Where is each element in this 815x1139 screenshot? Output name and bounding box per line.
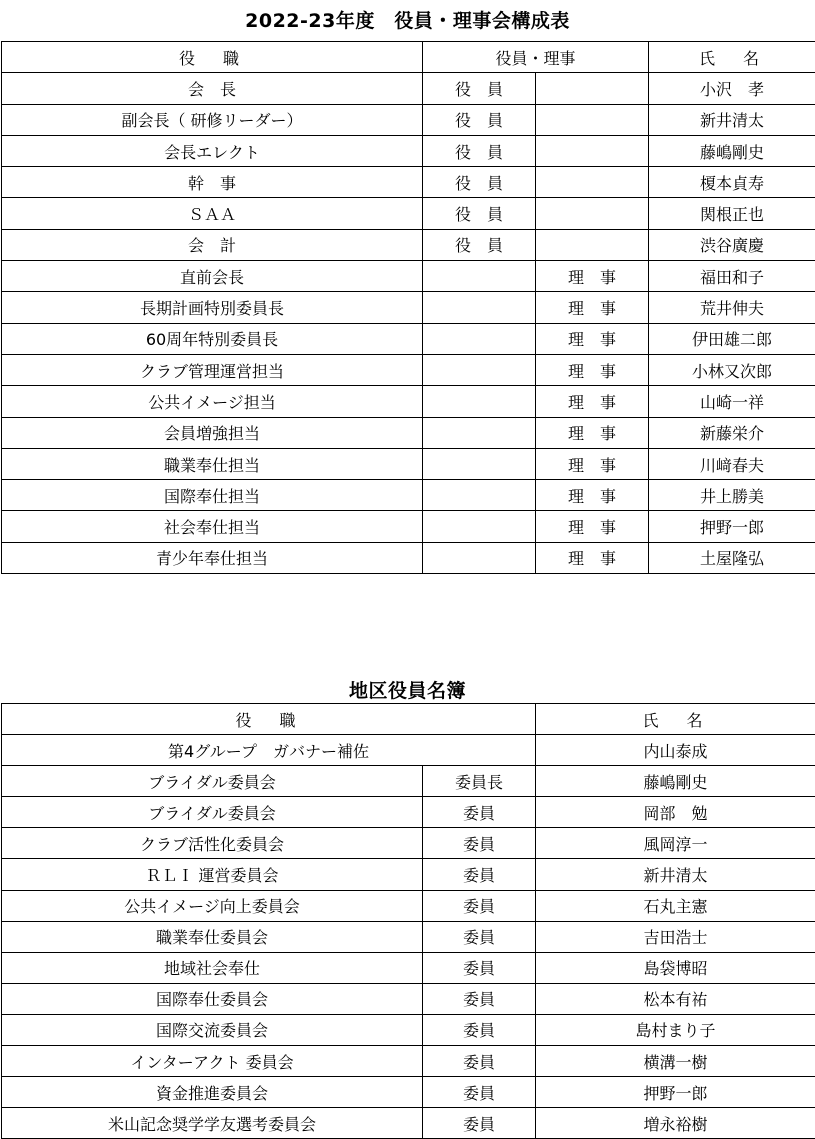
name-cell: 川﨑春夫 [649, 448, 815, 479]
director-cell: 理 事 [536, 480, 649, 511]
name-cell: 松本有祐 [536, 983, 815, 1014]
officer-cell [423, 323, 536, 354]
role-cell: 委員 [423, 828, 536, 859]
table-row [2, 1108, 815, 1139]
name-cell: 藤嶋剛史 [536, 766, 815, 797]
name-cell: 新井清太 [536, 859, 815, 890]
district-header-row [2, 704, 815, 735]
position-cell: 会員増強担当 [2, 417, 423, 448]
table-row [2, 135, 815, 166]
committee-cell: 国際奉仕委員会 [2, 983, 423, 1014]
director-cell: 理 事 [536, 323, 649, 354]
district-first-row [2, 735, 815, 766]
director-cell: 理 事 [536, 292, 649, 323]
officer-cell [423, 511, 536, 542]
position-cell: クラブ管理運営担当 [2, 354, 423, 385]
district-table-title: 地区役員名簿 [0, 676, 815, 703]
name-cell: 渋谷廣慶 [649, 229, 815, 260]
name-cell: 福田和子 [649, 261, 815, 292]
assistant-governor-name: 内山泰成 [536, 735, 815, 766]
director-cell: 理 事 [536, 511, 649, 542]
director-cell [536, 104, 649, 135]
name-cell: 岡部 勉 [536, 797, 815, 828]
table-row [2, 354, 815, 385]
name-cell: 新藤栄介 [649, 417, 815, 448]
officer-cell [423, 386, 536, 417]
name-cell: 藤嶋剛史 [649, 135, 815, 166]
table-row [2, 828, 815, 859]
name-cell: 押野一郎 [649, 511, 815, 542]
role-cell: 委員長 [423, 766, 536, 797]
name-cell: 井上勝美 [649, 480, 815, 511]
position-cell: 会 計 [2, 229, 423, 260]
header-name: 氏 名 [649, 42, 815, 73]
role-cell: 委員 [423, 890, 536, 921]
name-cell: 榎本貞寿 [649, 167, 815, 198]
director-cell: 理 事 [536, 386, 649, 417]
table-row [2, 198, 815, 229]
director-cell: 理 事 [536, 417, 649, 448]
officers-table [1, 41, 815, 574]
officer-cell [423, 354, 536, 385]
role-cell: 委員 [423, 921, 536, 952]
position-cell: 青少年奉仕担当 [2, 542, 423, 573]
officer-cell: 役 員 [423, 104, 536, 135]
officer-cell: 役 員 [423, 198, 536, 229]
officer-cell: 役 員 [423, 229, 536, 260]
position-cell: 会 長 [2, 73, 423, 104]
name-cell: 風岡淳一 [536, 828, 815, 859]
role-cell: 委員 [423, 797, 536, 828]
table-row [2, 890, 815, 921]
header-position: 役 職 [2, 704, 536, 735]
header-position: 役 職 [2, 42, 423, 73]
position-cell: 公共イメージ担当 [2, 386, 423, 417]
table-row [2, 229, 815, 260]
table-row [2, 386, 815, 417]
committee-cell: 地域社会奉仕 [2, 952, 423, 983]
officer-cell [423, 448, 536, 479]
director-cell [536, 167, 649, 198]
table-row [2, 766, 815, 797]
header-role: 役員・理事 [423, 42, 649, 73]
committee-cell: 資金推進委員会 [2, 1077, 423, 1108]
position-cell: 職業奉仕担当 [2, 448, 423, 479]
table-row [2, 983, 815, 1014]
officers-header-row [2, 42, 815, 73]
role-cell: 委員 [423, 983, 536, 1014]
name-cell: 土屋隆弘 [649, 542, 815, 573]
table-row [2, 1014, 815, 1045]
position-cell: 60周年特別委員長 [2, 323, 423, 354]
committee-cell: 公共イメージ向上委員会 [2, 890, 423, 921]
table-row [2, 542, 815, 573]
name-cell: 石丸主憲 [536, 890, 815, 921]
name-cell: 押野一郎 [536, 1077, 815, 1108]
table-row [2, 859, 815, 890]
officer-cell [423, 292, 536, 323]
table-row [2, 480, 815, 511]
table-row [2, 104, 815, 135]
header-name: 氏 名 [536, 704, 815, 735]
table-row [2, 448, 815, 479]
position-cell: 長期計画特別委員長 [2, 292, 423, 323]
position-cell: ＳＡＡ [2, 198, 423, 229]
officer-cell [423, 480, 536, 511]
table-row [2, 1046, 815, 1077]
role-cell: 委員 [423, 859, 536, 890]
role-cell: 委員 [423, 1108, 536, 1139]
table-row [2, 167, 815, 198]
name-cell: 吉田浩士 [536, 921, 815, 952]
name-cell: 新井清太 [649, 104, 815, 135]
name-cell: 荒井伸夫 [649, 292, 815, 323]
officer-cell: 役 員 [423, 135, 536, 166]
officer-cell: 役 員 [423, 73, 536, 104]
table-row [2, 292, 815, 323]
name-cell: 関根正也 [649, 198, 815, 229]
table-row [2, 261, 815, 292]
role-cell: 委員 [423, 1077, 536, 1108]
position-cell: 会長エレクト [2, 135, 423, 166]
committee-cell: 米山記念奨学学友選考委員会 [2, 1108, 423, 1139]
table-row [2, 417, 815, 448]
officer-cell [423, 261, 536, 292]
table-row [2, 73, 815, 104]
committee-cell: ＲＬＩ 運営委員会 [2, 859, 423, 890]
assistant-governor-position: 第4グループ ガバナー補佐 [2, 735, 536, 766]
table-row [2, 952, 815, 983]
name-cell: 横溝一樹 [536, 1046, 815, 1077]
name-cell: 小林又次郎 [649, 354, 815, 385]
director-cell: 理 事 [536, 354, 649, 385]
director-cell [536, 73, 649, 104]
name-cell: 山崎一祥 [649, 386, 815, 417]
committee-cell: クラブ活性化委員会 [2, 828, 423, 859]
director-cell [536, 198, 649, 229]
table-row [2, 1077, 815, 1108]
committee-cell: 職業奉仕委員会 [2, 921, 423, 952]
director-cell: 理 事 [536, 448, 649, 479]
director-cell [536, 229, 649, 260]
officer-cell: 役 員 [423, 167, 536, 198]
role-cell: 委員 [423, 1014, 536, 1045]
name-cell: 島村まり子 [536, 1014, 815, 1045]
position-cell: 副会長（ 研修リーダー） [2, 104, 423, 135]
committee-cell: ブライダル委員会 [2, 797, 423, 828]
committee-cell: インターアクト 委員会 [2, 1046, 423, 1077]
committee-cell: ブライダル委員会 [2, 766, 423, 797]
role-cell: 委員 [423, 1046, 536, 1077]
officer-cell [423, 417, 536, 448]
table-row [2, 511, 815, 542]
committee-cell: 国際交流委員会 [2, 1014, 423, 1045]
name-cell: 伊田雄二郎 [649, 323, 815, 354]
name-cell: 増永裕樹 [536, 1108, 815, 1139]
director-cell: 理 事 [536, 542, 649, 573]
position-cell: 国際奉仕担当 [2, 480, 423, 511]
name-cell: 島袋博昭 [536, 952, 815, 983]
director-cell [536, 135, 649, 166]
name-cell: 小沢 孝 [649, 73, 815, 104]
position-cell: 直前会長 [2, 261, 423, 292]
officer-cell [423, 542, 536, 573]
table-row [2, 921, 815, 952]
district-table [1, 703, 815, 1139]
position-cell: 幹 事 [2, 167, 423, 198]
table-row [2, 797, 815, 828]
position-cell: 社会奉仕担当 [2, 511, 423, 542]
director-cell: 理 事 [536, 261, 649, 292]
role-cell: 委員 [423, 952, 536, 983]
table-row [2, 323, 815, 354]
officers-table-title: 2022-23年度 役員・理事会構成表 [0, 6, 815, 33]
